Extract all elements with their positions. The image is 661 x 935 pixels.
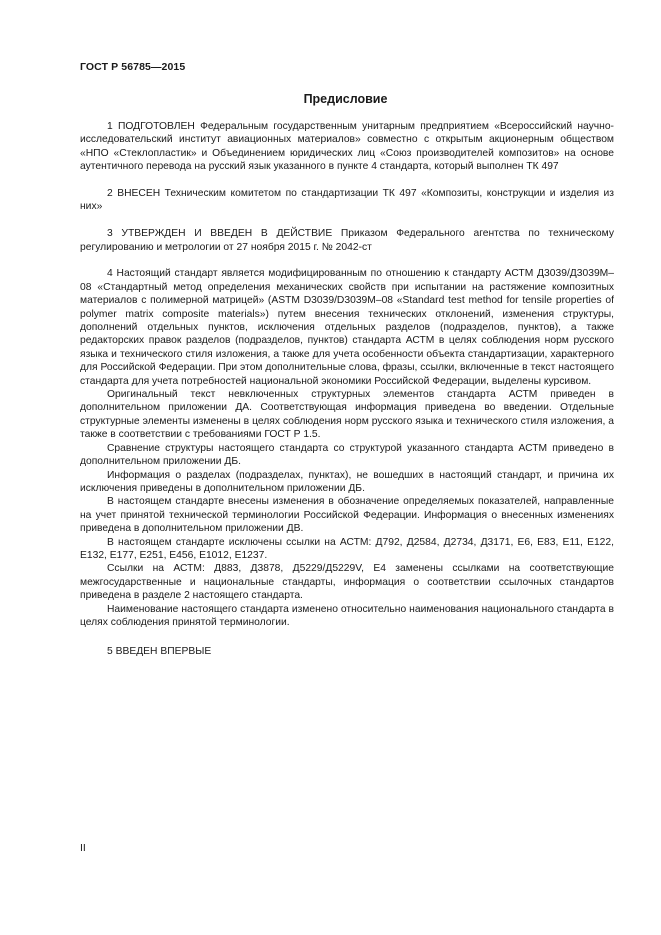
paragraph-2-submitted: 2 ВНЕСЕН Техническим комитетом по стандартизации ТК 497 «Композиты, конструкции и изделия из них» (80, 188, 614, 213)
page-number: II (80, 842, 86, 854)
paragraph-excluded-sections: Информация о разделах (подразделах, пунктах), не вошедших в настоящий стандарт, и причина их исключения приведены в дополнительном приложении ДБ. (80, 469, 614, 494)
paragraph-title-changed: Наименование настоящего стандарта изменено относительно наименования национального стандарта в целях соблюдения принятой терминологии. (80, 603, 614, 628)
paragraph-original-text: Оригинальный текст невключенных структурных элементов стандарта АСТМ приведен в дополнительном приложении ДА. Соответствующая информация приведена во введении. Отдельные структурные элементы изменены в целях соблюдения норм русского языка и технического стиля изложения, а также в соответствии с требованиями ГОСТ Р 1.5. (80, 389, 614, 441)
section-title: Предисловие (303, 92, 388, 106)
foreword-body (80, 120, 614, 659)
paragraph-excluded-references: В настоящем стандарте исключены ссылки на АСТМ: Д792, Д2584, Д2734, Д3171, Е6, Е83, Е11, Е122, Е132, Е177, Е251, Е456, Е1012, Е1237. (80, 536, 614, 561)
paragraph-replaced-references: Ссылки на АСТМ: Д883, Д3878, Д5229/Д5229V, Е4 заменены ссылками на соответствующие межгосударственные и национальные стандарты, информация о соответствии ссылочных стандартов приведена в разделе 2 настоящего стандарта. (80, 563, 614, 602)
paragraph-3-approved: 3 УТВЕРЖДЕН И ВВЕДЕН В ДЕЙСТВИЕ Приказом Федерального агентства по техническому регулированию и метрологии от 27 ноября 2015 г. № 2042-ст (80, 228, 614, 253)
paragraph-1-prepared: 1 ПОДГОТОВЛЕН Федеральным государственным унитарным предприятием «Всероссийский научно-исследовательский институт авиационных материалов» совместно с открытым акционерным обществом «НПО «Стеклопластик» и Объединением юридических лиц «Союз производителей композитов» на основе аутентичного перевода на русский язык указанного в пункте 4 стандарта, который выполнен ТК 497 (80, 121, 614, 173)
document-code: ГОСТ Р 56785—2015 (80, 61, 186, 73)
paragraph-designation-changes: В настоящем стандарте внесены изменения в обозначение определяемых показателей, направленные на учет принятой технической терминологии Российской Федерации. Информация о внесенных изменениях приведена в дополнительном приложении ДВ. (80, 496, 614, 535)
paragraph-4-modified: 4 Настоящий стандарт является модифицированным по отношению к стандарту АСТМ Д3039/Д3039М–08 «Стандартный метод определения механических свойств при испытании на растяжение композитных материалов с полимерной матрицей» (ASTM D3039/D3039M–08 «Standard test method for tensile properties of polymer matrix composite materials») путем внесения технических отклонений, изменения структуры, дополнений отдельных пунктов, исключения отдельных разделов (подразделов, пунктов), а также редакторских правок разделов (подразделов, пунктов) стандарта АСТМ в целях соблюдения норм русского языка и технического стиля изложения, а также для учета особенности объекта стандартизации, характерного для Российской Федерации. При этом дополнительные слова, фразы, ссылки, включенные в текст настоящего стандарта для учета потребностей национальной экономики Российской Федерации, выделены курсивом. (80, 268, 614, 387)
paragraph-structure-comparison: Сравнение структуры настоящего стандарта со структурой указанного стандарта АСТМ приведено в дополнительном приложении ДБ. (80, 442, 614, 468)
paragraph-5-first-introduced: 5 ВВЕДЕН ВПЕРВЫЕ (107, 646, 212, 658)
